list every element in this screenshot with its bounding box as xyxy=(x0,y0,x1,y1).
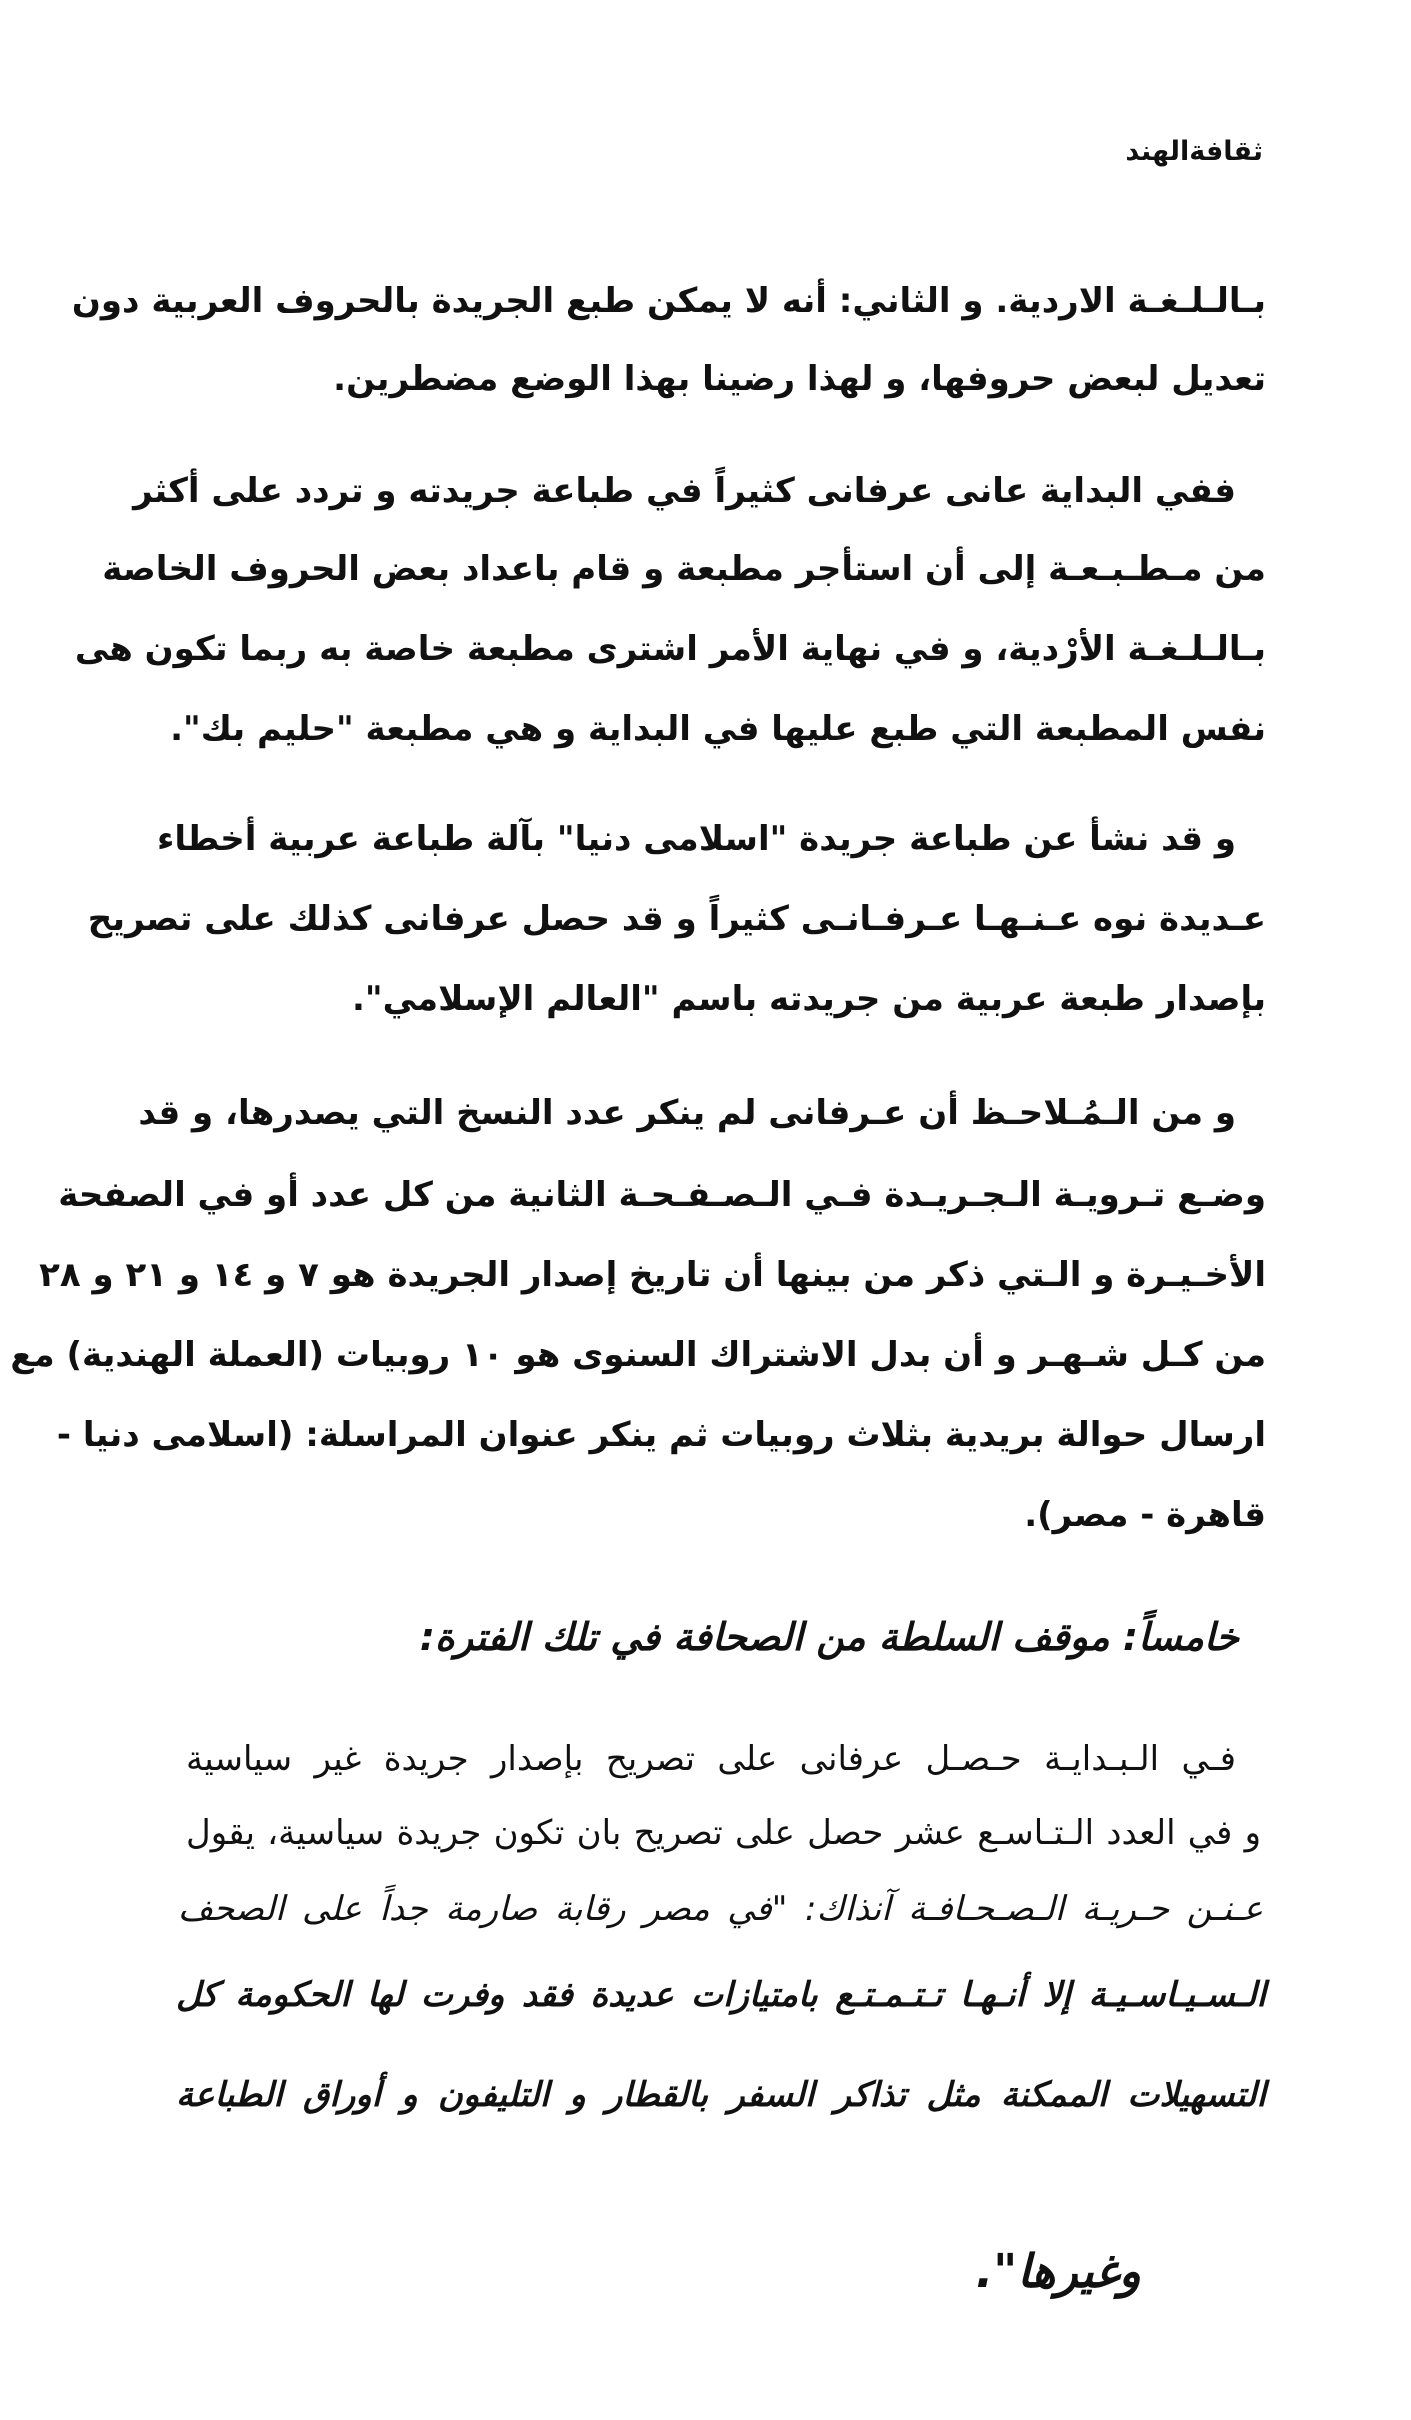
section-line-3: عـنـن حـريـة الـصـحـافـة آنذاك: "في مصر رقابة صارمة جداً على الصحف xyxy=(178,1889,1263,1929)
running-header: ثقافةالهند xyxy=(1125,136,1263,167)
section-line-5: التسهيلات الممكنة مثل تذاكر السفر بالقطار و التليفون و أوراق الطباعة xyxy=(176,2075,1266,2115)
section-heading: خامساً: موقف السلطة من الصحافة في تلك الفترة: xyxy=(419,1615,1239,1659)
section-closing: وغيرها". xyxy=(975,2244,1141,2298)
paragraph-3-line-2: عـديدة نوه عـنـهـا عـرفـانـى كثيراً و قد حصل عرفانى كذلك على تصريح xyxy=(87,899,1266,939)
section-line-1: فـي الـبـدايـة حـصـل عرفانى على تصريح بإصدار جريدة غير سياسية xyxy=(186,1739,1236,1779)
paragraph-4-line-1: و من الـمُـلاحـظ أن عـرفانى لم ينكر عدد النسخ التي يصدرها، و قد xyxy=(138,1093,1236,1133)
paragraph-3-line-1: و قد نشأ عن طباعة جريدة "اسلامى دنيا" بآلة طباعة عربية أخطاء xyxy=(157,819,1236,859)
paragraph-3-line-3: بإصدار طبعة عربية من جريدته باسم "العالم الإسلامي". xyxy=(351,979,1266,1019)
paragraph-4-line-2: وضـع تـرويـة الـجـريـدة فـي الـصـفـحـة الثانية من كل عدد أو في الصفحة xyxy=(58,1175,1266,1215)
paragraph-4-line-4: من كـل شـهـر و أن بدل الاشتراك السنوى هو ١٠ روبيات (العملة الهندية) مع xyxy=(10,1335,1266,1375)
paragraph-2-line-4: نفس المطبعة التي طبع عليها في البداية و هي مطبعة "حليم بك". xyxy=(170,709,1266,749)
paragraph-2-line-3: بـالـلـغـة الأرْدية، و في نهاية الأمر اشترى مطبعة خاصة به ربما تكون هى xyxy=(74,629,1266,669)
paragraph-4-line-6: قاهرة - مصر). xyxy=(1024,1495,1266,1535)
paragraph-2-line-1: ففي البداية عانى عرفانى كثيراً في طباعة جريدته و تردد على أكثر xyxy=(133,471,1236,511)
section-line-4: الـسـيـاسـيـة إلا أنـهـا تـتـمـتـع بامتيازات عديدة فقد وفرت لها الحكومة كل xyxy=(176,1975,1266,2015)
paragraph-1-line-2: تعديل لبعض حروفها، و لهذا رضينا بهذا الوضع مضطرين. xyxy=(333,359,1266,399)
paragraph-1-line-1: بـالـلـغـة الاردية. و الثاني: أنه لا يمكن طبع الجريدة بالحروف العربية دون xyxy=(71,281,1266,321)
paragraph-2-line-2: من مـطـبـعـة إلى أن استأجر مطبعة و قام باعداد بعض الحروف الخاصة xyxy=(102,549,1266,589)
paragraph-4-line-5: ارسال حوالة بريدية بثلاث روبيات ثم ينكر عنوان المراسلة: (اسلامى دنيا - xyxy=(56,1415,1266,1455)
section-line-2: و في العدد الـتـاسـع عشر حصل على تصريح بان تكون جريدة سياسية، يقول xyxy=(186,1813,1261,1853)
paragraph-4-line-3: الأخـيـرة و الـتي ذكر من بينها أن تاريخ إصدار الجريدة هو ٧ و ١٤ و ٢١ و ٢٨ xyxy=(39,1255,1266,1295)
